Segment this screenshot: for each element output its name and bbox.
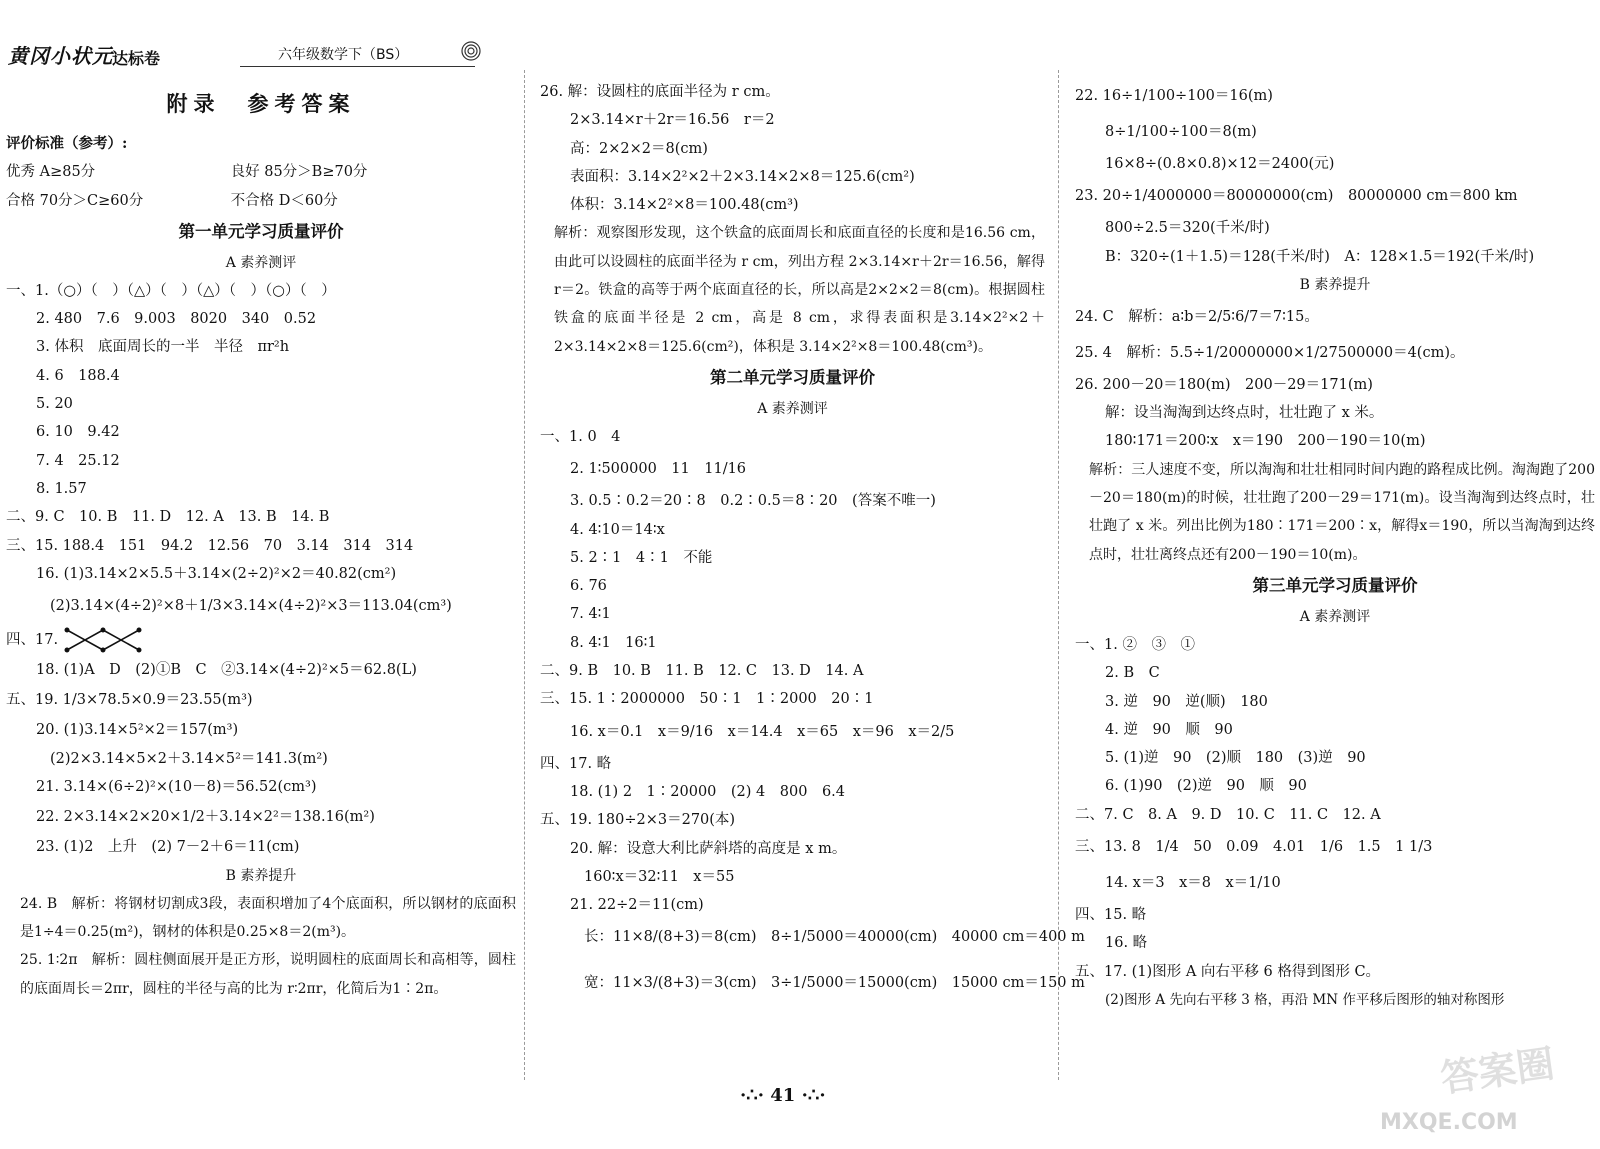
answer-line: 3. 体积 底面周长的一半 半径 πr²h [36,339,290,356]
unit3-title: 第三单元学习质量评价 [1252,575,1418,595]
answer-line: 7. 4 25.12 [36,452,120,469]
answer-line: 25. 4 解析：5.5÷1/20000000×1/27500000＝4(cm)。 [1075,344,1465,361]
answer-paragraph: 25. 1∶2π 解析：圆柱侧面展开是正方形，说明圆柱的底面周长和高相等，圆柱的底面周长＝2πr，圆柱的半径与高的比为 r∶2πr，化简后为1∶2π。 [20,952,516,997]
answer-line: 三、15. 1∶2000000 50∶1 1∶2000 20∶1 [540,691,874,708]
answer-line: 一、1. 0 4 [540,428,621,445]
unit2-section-a: A 素养测评 [757,400,828,417]
answer-line: 8. 4∶1 16∶1 [570,634,657,651]
unit1-title: 第一单元学习质量评价 [178,221,344,241]
answer-line: 20. (1)3.14×5²×2＝157(m³) [36,722,239,739]
answer-line: 6. 76 [570,578,607,595]
answer-line: 四、17. 略 [540,755,612,772]
matching-lines-icon [63,626,143,654]
page-number-deco-left: ·∴· [740,1085,764,1106]
column-2 [540,78,1085,1001]
answer-line: 2. 1∶500000 11 11/16 [570,461,747,478]
answer-line: 4. 6 188.4 [36,367,120,384]
answer-line: B：320÷(1＋1.5)＝128(千米/时) A：128×1.5＝192(千米/时) [1105,248,1535,265]
answer-line: 2. 480 7.6 9.003 8020 340 0.52 [36,311,317,328]
answer-line: 18. (1)A D (2)①B C ②3.14×(4÷2)²×5＝62.8(L) [36,662,417,679]
answer-line: 2×3.14×r＋2r＝16.56 r＝2 [570,112,775,129]
answer-line: 23. (1)2 上升 (2) 7－2＋6＝11(cm) [36,839,300,856]
eval-c: 合格 70分＞C≥60分 [6,192,144,209]
eval-a: 优秀 A≥85分 [6,164,96,181]
answer-paragraph: 24. B 解析：将钢材切割成3段，表面积增加了4个底面积，所以钢材的底面积是1÷4＝0.25(m²)，钢材的体积是0.25×8＝2(m³)。 [20,895,516,940]
answer-line: 160∶x＝32∶11 x＝55 [584,868,735,885]
eval-row-2 [6,187,516,215]
column-3 [1075,78,1595,1014]
eval-row-1 [6,158,516,186]
answer-line: 6. (1)90 (2)逆 90 顺 90 [1105,778,1307,795]
spiral-icon [460,40,482,62]
column-1 [6,78,516,1003]
answer-line: 23. 20÷1/4000000＝80000000(cm) 80000000 cm＝800 km [1075,188,1518,205]
answer-line: 解：设当淘淘到达终点时，壮壮跑了 x 米。 [1105,405,1384,422]
watermark-url: MXQE.COM [1380,1110,1518,1135]
page-number-deco-right: ·∴· [801,1085,826,1106]
answer-line: 三、15. 188.4 151 94.2 12.56 70 3.14 314 314 [6,537,414,554]
subject-label: 六年级数学下（BS） [278,47,409,63]
answer-line: 5. 20 [36,396,73,413]
answer-line: 16. x＝0.1 x＝9/16 x＝14.4 x＝65 x＝96 x＝2/5 [570,723,955,740]
answer-line: 一、1.（○）（ ）（△）（ ）（△）（ ）（○）（ ） [6,282,336,299]
unit2-section-b: B 素养提升 [1299,276,1371,293]
answer-line: 16. (1)3.14×2×5.5＋3.14×(2÷2)²×2＝40.82(cm²) [36,565,397,582]
answer-line: 8÷1/100÷100＝8(m) [1105,124,1257,140]
answer-line: 16×8÷(0.8×0.8)×12＝2400(元) [1105,156,1335,172]
eval-b: 良好 85分＞B≥70分 [230,164,368,181]
answer-line: 21. 3.14×(6÷2)²×(10－8)＝56.52(cm³) [36,779,317,796]
answer-line: 21. 22÷2＝11(cm) [570,897,704,914]
answer-line: 五、19. 1/3×78.5×0.9＝23.55(m³) [6,692,253,709]
page-header [0,0,1600,76]
answer-line: 长：11×8/(8+3)＝8(cm) 8÷1/5000＝40000(cm) 40000 cm＝400 m [584,929,1085,946]
answer-line: 三、13. 8 1/4 50 0.09 4.01 1/6 1.5 1 1/3 [1075,839,1433,856]
answer-line: 二、9. B 10. B 11. B 12. C 13. D 14. A [540,663,864,680]
answer-line: 22. 2×3.14×2×20×1/2＋3.14×2²＝138.16(m²) [36,809,375,826]
answer-line: 4. 4∶10＝14∶x [570,521,665,538]
answer-line: 22. 16÷1/100÷100＝16(m) [1075,88,1273,104]
page-number [740,1085,826,1106]
answer-paragraph: 解析：三人速度不变，所以淘淘和壮壮相同时间内跑的路程成比例。淘淘跑了200－20＝180(m)的时候，壮壮跑了200－29＝171(m)。设当淘淘到达终点时，壮壮跑了 x 米。列出比例为180∶171＝200∶x，解得x＝190，所以当淘淘到达终点时，壮壮离终点还有200－190＝10(m)。 [1089,461,1595,563]
answer-line: 体积：3.14×2²×8＝100.48(cm³) [570,197,799,214]
answer-line: 宽：11×3/(8+3)＝3(cm) 3÷1/5000＝15000(cm) 15000 cm＝150 m [584,975,1085,992]
answer-line: 一、1. ② ③ ① [1075,636,1195,653]
unit1-section-b: B 素养提升 [225,867,297,884]
answer-paragraph: 解析：观察图形发现，这个铁盒的底面周长和底面直径的长度和是16.56 cm，由此可以设圆柱的底面半径为 r cm，列出方程 2×3.14×r＋2r＝16.56，解得 r＝2。铁盒的高等于两个底面直径的长，所以高是2×2×2＝8(cm)。根据圆柱铁盒的底面半径是 2 cm，高是 8 cm，求得表面积是3.14×2²×2＋2×3.14×2×8＝125.6(cm²)，体积是 3.14×2²×8＝100.48(cm³)。 [554,225,1045,355]
answer-line: 表面积：3.14×2²×2＋2×3.14×2×8＝125.6(cm²) [570,168,915,185]
answer-line: 8. 1.57 [36,480,87,497]
answer-line: 高：2×2×2＝8(cm) [570,140,708,157]
answer-line: 18. (1) 2 1∶20000 (2) 4 800 6.4 [570,783,846,800]
answer-label: 四、17. [6,632,59,649]
eval-title: 评价标准（参考）: [6,135,128,152]
answer-line: (2)2×3.14×5×2＋3.14×5²＝141.3(m²) [50,750,328,767]
answer-line: 二、7. C 8. A 9. D 10. C 11. C 12. A [1075,806,1381,823]
answer-line: (2)3.14×(4÷2)²×8＋1/3×3.14×(4÷2)²×3＝113.04(cm³) [50,598,452,615]
answer-line: 26. 解：设圆柱的底面半径为 r cm。 [540,84,780,100]
answer-line: 180∶171＝200∶x x＝190 200－190＝10(m) [1105,433,1426,450]
answer-line: 20. 解：设意大利比萨斜塔的高度是 x m。 [570,840,847,857]
unit3-section-a: A 素养测评 [1299,608,1371,625]
logo: 黄冈小状元 [8,44,113,68]
watermark-logo: 答案圈 [1437,1041,1558,1101]
unit1-section-a: A 素养测评 [225,254,297,271]
logo-subtitle: 达标卷 [112,49,161,68]
answer-line: 5. 2∶1 4∶1 不能 [570,549,713,566]
answer-line: (2)图形 A 先向右平移 3 格，再沿 MN 作平移后图形的轴对称图形 [1105,991,1505,1008]
answer-line: 3. 逆 90 逆(顺) 180 [1105,693,1268,710]
answer-line: 800÷2.5＝320(千米/时) [1105,220,1270,237]
answer-line: 2. B C [1105,665,1160,682]
answer-line: 16. 略 [1105,935,1148,952]
answer-line: 二、9. C 10. B 11. D 12. A 13. B 14. B [6,509,330,526]
eval-d: 不合格 D＜60分 [230,192,338,209]
answer-line: 五、17. (1)图形 A 向右平移 6 格得到图形 C。 [1075,963,1381,980]
answer-line: 14. x＝3 x＝8 x＝1/10 [1105,875,1281,892]
answer-line: 7. 4∶1 [570,606,611,623]
page-title: 附录 参考答案 [166,91,356,116]
column-divider-left [524,70,525,1080]
answer-line: 6. 10 9.42 [36,424,120,441]
unit2-title: 第二单元学习质量评价 [710,367,875,387]
answer-line: 3. 0.5∶0.2＝20∶8 0.2∶0.5＝8∶20 (答案不唯一) [570,493,936,510]
answer-line: 26. 200－20＝180(m) 200－29＝171(m) [1075,376,1373,393]
answer-line: 24. C 解析：a∶b＝2/5∶6/7＝7∶15。 [1075,308,1319,325]
answer-line: 五、19. 180÷2×3＝270(本) [540,812,736,829]
answer-line-17 [6,624,516,656]
answer-line: 四、15. 略 [1075,907,1147,924]
header-rule [240,66,475,67]
answer-line: 5. (1)逆 90 (2)顺 180 (3)逆 90 [1105,750,1366,767]
answer-line: 4. 逆 90 顺 90 [1105,721,1233,738]
page-number-value: 41 [770,1085,796,1106]
